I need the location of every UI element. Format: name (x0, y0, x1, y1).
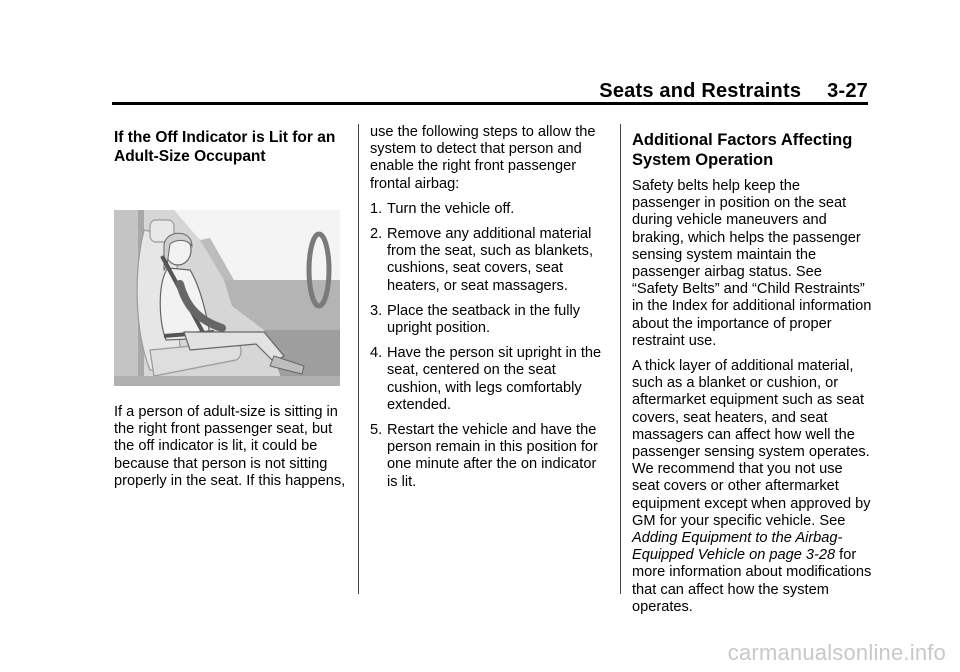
list-item (370, 226, 606, 295)
section-title: Seats and Restraints (599, 80, 802, 102)
step-number: 4. (370, 345, 383, 362)
step-text: Have the person sit upright in the seat, centered on the seat cushion, with legs comfortably extended. (387, 345, 602, 413)
body-paragraph: Safety belts help keep the passenger in position on the seat during vehicle maneuvers and braking, which helps the passenger sensing system maintain the passenger airbag status. See “Safety Belts” and “Child Restraints” in the Index for additional information about the importance of proper restraint use. (632, 178, 872, 349)
watermark: carmanualsonline.info (727, 640, 946, 665)
step-number: 2. (370, 226, 383, 243)
passenger-seated-illustration (114, 210, 340, 386)
body-paragraph: If a person of adult-size is sitting in the right front passenger seat, but the off indicator is lit, it could be because that person is not sitting properly in the seat. If this happens, (114, 404, 346, 489)
section-heading: Additional Factors Affecting System Operation (632, 131, 853, 169)
cross-reference-link[interactable]: Adding Equipment to the Airbag-Equipped Vehicle on page 3-28 (632, 530, 843, 564)
list-item (370, 345, 606, 414)
list-item (370, 303, 606, 337)
header-rule (112, 102, 868, 105)
step-number: 3. (370, 302, 383, 319)
step-text: Remove any additional material from the seat, such as blankets, cushions, seat covers, seat heaters, or seat massagers. (387, 226, 594, 294)
column-right (632, 124, 872, 624)
page-header (599, 80, 868, 103)
section-heading: If the Off Indicator is Lit for an Adult-Size Occupant (114, 129, 336, 165)
page-number: 3-27 (827, 80, 868, 102)
step-number: 5. (370, 422, 383, 439)
intro-paragraph: use the following steps to allow the system to detect that person and enable the right front passenger frontal airbag: (370, 124, 596, 192)
step-text: Place the seatback in the fully upright position. (387, 302, 581, 337)
step-number: 1. (370, 200, 383, 217)
list-item (370, 201, 606, 218)
step-text: Restart the vehicle and have the person remain in this position for one minute after the on indicator is lit. (387, 422, 598, 490)
list-item (370, 422, 606, 491)
column-divider (358, 124, 359, 594)
paragraph-text: A thick layer of additional material, such as a blanket or cushion, or aftermarket equipment such as seat covers, seat heaters, and seat massagers can affect how well the passenger sensing system operates. We recommend that you not use seat covers or other aftermarket equipment except when approved by GM for your specific vehicle. See (632, 358, 871, 529)
steps-list (370, 201, 606, 491)
body-paragraph (632, 358, 872, 616)
column-left (114, 124, 346, 498)
column-divider (620, 124, 621, 594)
step-text: Turn the vehicle off. (387, 200, 515, 217)
paragraph-text: for more information about modifications that can affect how the system operates. (632, 547, 872, 615)
column-middle (370, 124, 606, 499)
